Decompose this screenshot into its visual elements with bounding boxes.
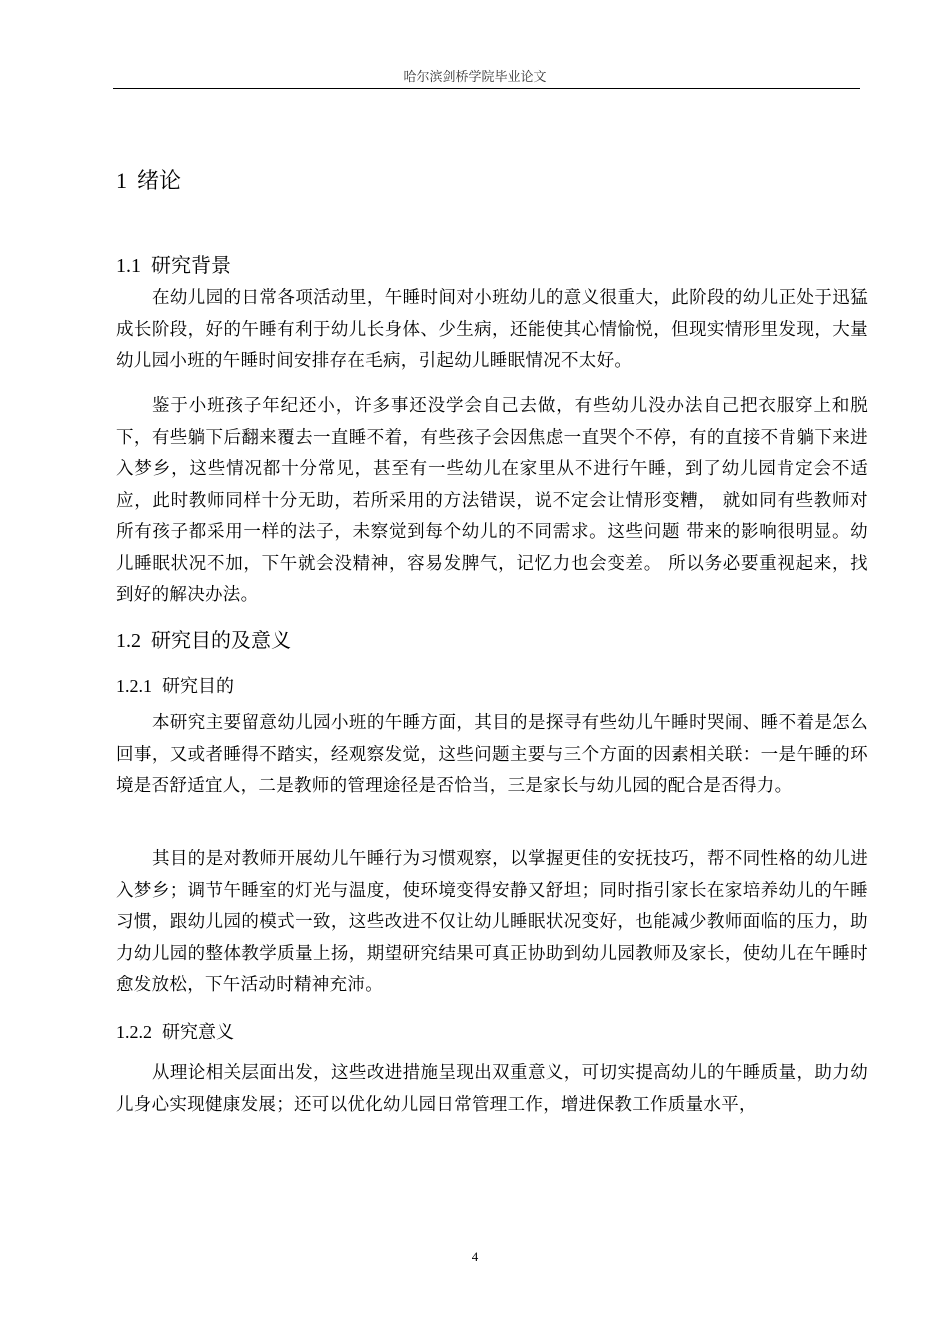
section-number: 1.1: [116, 255, 141, 277]
paragraph: 本研究主要留意幼儿园小班的午睡方面，其目的是探寻有些幼儿午睡时哭闹、睡不着是怎么回事，又或者睡得不踏实，经观察发觉，这些问题主要与三个方面的因素相关联：一是午睡的环境是否舒适宜人，二是教师的管理途径是否恰当，三是家长与幼儿园的配合是否得力。: [116, 713, 868, 796]
section-title: 研究背景: [151, 253, 231, 277]
section-number: 1.2: [116, 630, 141, 652]
chapter-title: 绪论: [137, 169, 182, 194]
subsection-title: 研究目的: [162, 676, 234, 697]
section-heading-background: [116, 249, 231, 278]
subsection-heading-significance: [116, 1018, 234, 1044]
running-header: 哈尔滨剑桥学院毕业论文: [403, 70, 547, 85]
subsection-title: 研究意义: [162, 1022, 234, 1043]
section-title: 研究目的及意义: [151, 628, 291, 652]
paragraph: 鉴于小班孩子年纪还小，许多事还没学会自己去做，有些幼儿没办法自己把衣服穿上和脱下，有些躺下后翻来覆去一直睡不着，有些孩子会因焦虑一直哭个不停，有的直接不肯躺下来进入梦乡，这些情况都十分常见，甚至有一些幼儿在家里从不进行午睡，到了幼儿园肯定会不适应，此时教师同样十分无助，若所采用的方法错误，说不定会让情形变糟， 就如同有些教师对所有孩子都采用一样的法子，未察觉到每个幼儿的不同需求。这些问题 带来的影响很明显。幼儿睡眠状况不加，下午就会没精神，容易发脾气，记忆力也会变差。 所以务必要重视起来，找到好的解决办法。: [116, 396, 868, 605]
section-heading-purpose-significance: [116, 624, 291, 653]
header-divider: [113, 88, 860, 89]
paragraph: 其目的是对教师开展幼儿午睡行为习惯观察，以掌握更佳的安抚技巧，帮不同性格的幼儿进入梦乡；调节午睡室的灯光与温度，使环境变得安静又舒坦；同时指引家长在家培养幼儿的午睡习惯，跟幼儿园的模式一致，这些改进不仅让幼儿睡眠状况变好，也能减少教师面临的压力，助力幼儿园的整体教学质量上扬，期望研究结果可真正协助到幼儿园教师及家长，使幼儿在午睡时愈发放松，下午活动时精神充沛。: [116, 849, 868, 995]
paragraph: 在幼儿园的日常各项活动里，午睡时间对小班幼儿的意义很重大，此阶段的幼儿正处于迅猛成长阶段，好的午睡有利于幼儿长身体、少生病，还能使其心情愉悦，但现实情形里发现，大量幼儿园小班的午睡时间安排存在毛病，引起幼儿睡眠情况不太好。: [116, 288, 868, 371]
subsection-heading-purpose: [116, 672, 234, 698]
page-number: 4: [471, 1249, 479, 1264]
chapter-heading: [116, 164, 181, 195]
chapter-number: 1: [116, 168, 127, 193]
subsection-number: 1.2.2: [116, 1022, 152, 1042]
paragraph: 从理论相关层面出发，这些改进措施呈现出双重意义，可切实提高幼儿的午睡质量，助力幼儿身心实现健康发展；还可以优化幼儿园日常管理工作，增进保教工作质量水平，: [116, 1063, 868, 1115]
subsection-number: 1.2.1: [116, 676, 152, 696]
